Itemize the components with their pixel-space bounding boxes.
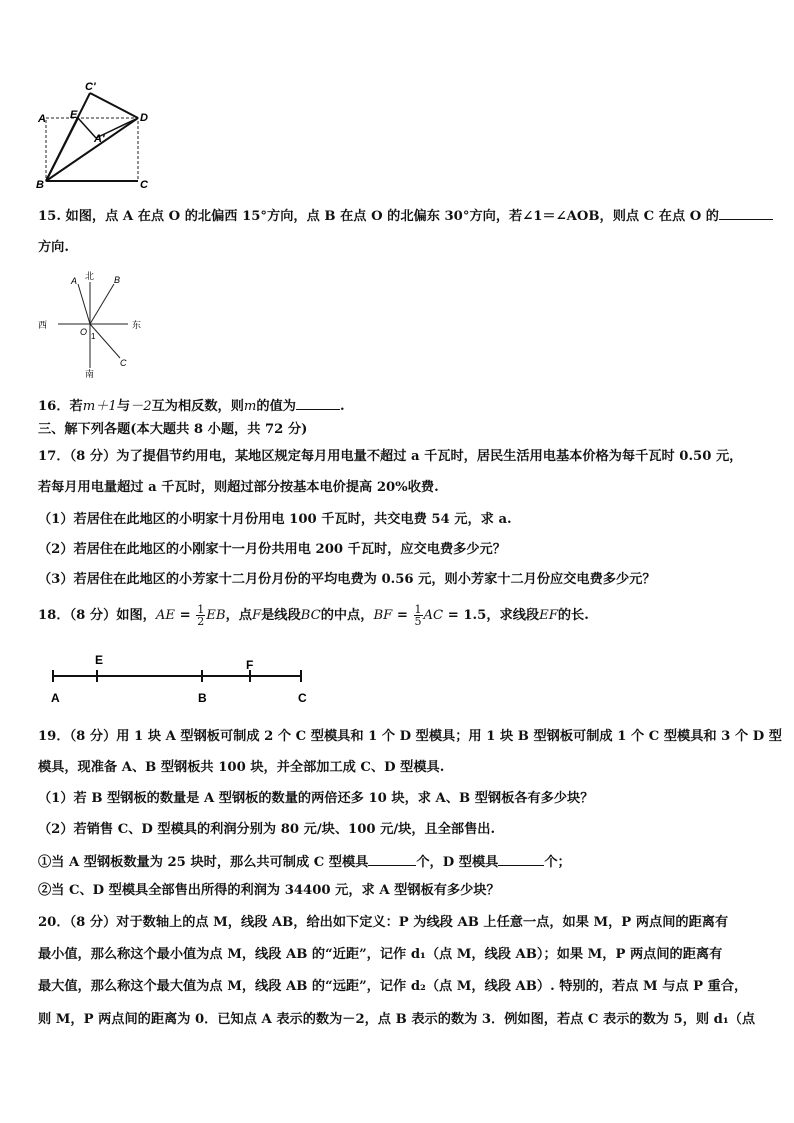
fig-line-bc-prime bbox=[46, 93, 90, 181]
q18-ae: AE bbox=[155, 608, 175, 623]
compass-west: 西 bbox=[38, 320, 48, 330]
compass-label-angle1: 1 bbox=[91, 332, 96, 341]
q16-answer-blank bbox=[296, 395, 340, 410]
q18-mid1: ，点 bbox=[225, 608, 252, 623]
q18-fraction-half bbox=[196, 604, 205, 627]
q19-part2: （2）若销售 C、D 型模具的利润分别为 80 元/块、100 元/块，且全部售出. bbox=[38, 822, 496, 837]
q18-ac: AC bbox=[423, 608, 444, 623]
q18-f: F bbox=[251, 608, 262, 623]
q15-line2: 方向. bbox=[38, 240, 69, 255]
fig-label-A: A bbox=[38, 113, 46, 125]
q16-end: . bbox=[339, 399, 345, 414]
q19-blank-d bbox=[498, 851, 544, 866]
q18-frac2-num: 1 bbox=[414, 603, 422, 616]
fig-label-D: D bbox=[140, 112, 148, 124]
compass-ray-A bbox=[78, 284, 90, 324]
q19-sub1-c: 个； bbox=[544, 855, 571, 870]
q16-expr2: －2 bbox=[130, 399, 152, 414]
q18-bf: BF bbox=[373, 608, 393, 623]
q19-sub1-b: 个，D 型模具 bbox=[416, 855, 499, 870]
segment-label-A: A bbox=[51, 691, 60, 705]
q16-line bbox=[38, 395, 758, 417]
q18-mid4: ，求线段 bbox=[486, 608, 540, 623]
figure-rectangle-fold bbox=[30, 78, 160, 190]
q18-bc: BC bbox=[300, 608, 321, 623]
q18-suffix: 的长. bbox=[557, 608, 589, 623]
figure-segment bbox=[45, 648, 325, 708]
compass-ray-B bbox=[90, 284, 114, 324]
q16-suffix: 的值为 bbox=[256, 399, 296, 414]
fig-label-B: B bbox=[36, 179, 44, 190]
q18-frac2-den: 5 bbox=[414, 615, 422, 628]
q19-part1: （1）若 B 型钢板的数量是 A 型钢板的数量的两倍还多 10 块，求 A、B 型钢板各有多少块？ bbox=[38, 791, 594, 806]
q18-eb: EB bbox=[206, 608, 226, 623]
q20-line4: 则 M，P 两点间的距离为 0．已知点 A 表示的数为－2，点 B 表示的数为 3．例如图，若点 C 表示的数为 5，则 d₁（点 bbox=[38, 1012, 756, 1027]
compass-ray-C bbox=[90, 324, 120, 358]
compass-label-B: B bbox=[114, 275, 121, 285]
q18-fraction-fifth bbox=[414, 604, 423, 627]
q18-prefix: 18．（8 分）如图， bbox=[38, 608, 156, 623]
q17-line1: 17．（8 分）为了提倡节约用电，某地区规定每月用电量不超过 a 千瓦时，居民生活用电基本价格为每千瓦时 0.50 元， bbox=[38, 449, 743, 464]
fig-label-Ap: A' bbox=[94, 133, 105, 145]
q17-part2: （2）若居住在此地区的小刚家十一月份共用电 200 千瓦时，应交电费多少元？ bbox=[38, 542, 506, 557]
q19-line1: 19．（8 分）用 1 块 A 型钢板可制成 2 个 C 型模具和 1 个 D 型模具；用 1 块 B 型钢板可制成 1 个 C 型模具和 3 个 D 型 bbox=[38, 729, 782, 744]
q16-var: m bbox=[243, 399, 257, 414]
q19-sub2: ②当 C、D 型模具全部售出所得的利润为 34400 元，求 A 型钢板有多少块？ bbox=[38, 883, 500, 898]
compass-label-O: O bbox=[80, 327, 88, 337]
compass-north: 北 bbox=[85, 271, 95, 281]
fig-label-Cp: C' bbox=[85, 81, 96, 93]
segment-label-B: B bbox=[198, 691, 207, 705]
q18-frac1-num: 1 bbox=[197, 603, 205, 616]
compass-label-A: A bbox=[71, 276, 78, 286]
section3-heading: 三、解下列各题(本大题共 8 小题，共 72 分) bbox=[38, 422, 308, 437]
q16-expr1: m＋1 bbox=[82, 399, 117, 414]
q15-text: 15. 如图，点 A 在点 O 的北偏西 15°方向，点 B 在点 O 的北偏东 30°方向，若∠1＝∠AOB，则点 C 在点 O 的 bbox=[38, 209, 719, 224]
segment-label-E: E bbox=[95, 653, 104, 667]
fig-label-C: C bbox=[140, 179, 148, 190]
q15-answer-blank bbox=[719, 205, 773, 220]
q19-sub1-a: ①当 A 型钢板数量为 25 块时，那么共可制成 C 型模具 bbox=[38, 855, 369, 870]
segment-label-F: F bbox=[246, 658, 254, 672]
q20-line3: 最大值，那么称这个最大值为点 M，线段 AB 的“远距”，记作 d₂（点 M，线段 AB）. 特别的，若点 M 与点 P 重合， bbox=[38, 979, 748, 994]
q17-part3: （3）若居住在此地区的小芳家十二月份月份的平均电费为 0.56 元，则小芳家十二月份应交电费多少元？ bbox=[38, 572, 656, 587]
q17-line2: 若每月用电量超过 a 千瓦时，则超过部分按基本电价提高 20%收费. bbox=[38, 480, 439, 495]
q19-sub1 bbox=[38, 851, 758, 873]
segment-label-C: C bbox=[298, 691, 307, 705]
q17-part1: （1）若居住在此地区的小明家十月份用电 100 千瓦时，共交电费 54 元，求 a. bbox=[38, 512, 512, 527]
q20-line2: 最小值，那么称这个最小值为点 M，线段 AB 的“近距”，记作 d₁（点 M，线段 AB）；如果 M，P 两点间的距离有 bbox=[38, 947, 723, 962]
q15-line1 bbox=[38, 205, 758, 227]
q18-ef: EF bbox=[539, 608, 558, 623]
q18-val: = 1.5 bbox=[443, 608, 487, 623]
q19-blank-c bbox=[368, 851, 416, 866]
compass-east: 东 bbox=[132, 320, 142, 330]
q16-mid1: 与 bbox=[116, 399, 131, 414]
figure-compass bbox=[30, 270, 150, 380]
q16-prefix: 16．若 bbox=[38, 399, 83, 414]
q18-eq: = bbox=[175, 608, 196, 623]
compass-label-C: C bbox=[120, 358, 127, 368]
fig-label-E: E bbox=[70, 109, 78, 121]
q20-line1: 20．（8 分）对于数轴上的点 M，线段 AB，给出如下定义：P 为线段 AB 上任意一点，如果 M，P 两点间的距离有 bbox=[38, 915, 729, 930]
q18-mid3: 的中点， bbox=[320, 608, 374, 623]
q19-line2: 模具，现准备 A、B 型钢板共 100 块，并全部加工成 C、D 型模具. bbox=[38, 760, 445, 775]
q18-line: 18．（8 分）如图，AE = $\frac{1}{2}$ EB，点F是线段BC的中点，BF = $\frac{1}{5}$ AC = 1.5，求线段EF的长. bbox=[38, 603, 589, 628]
q16-mid2: 互为相反数，则 bbox=[151, 399, 244, 414]
compass-south: 南 bbox=[85, 369, 95, 379]
q18-mid2: 是线段 bbox=[261, 608, 301, 623]
fig-line-bd bbox=[46, 118, 138, 181]
q18-frac1-den: 2 bbox=[197, 615, 205, 628]
fig-line-cpd bbox=[90, 93, 138, 118]
